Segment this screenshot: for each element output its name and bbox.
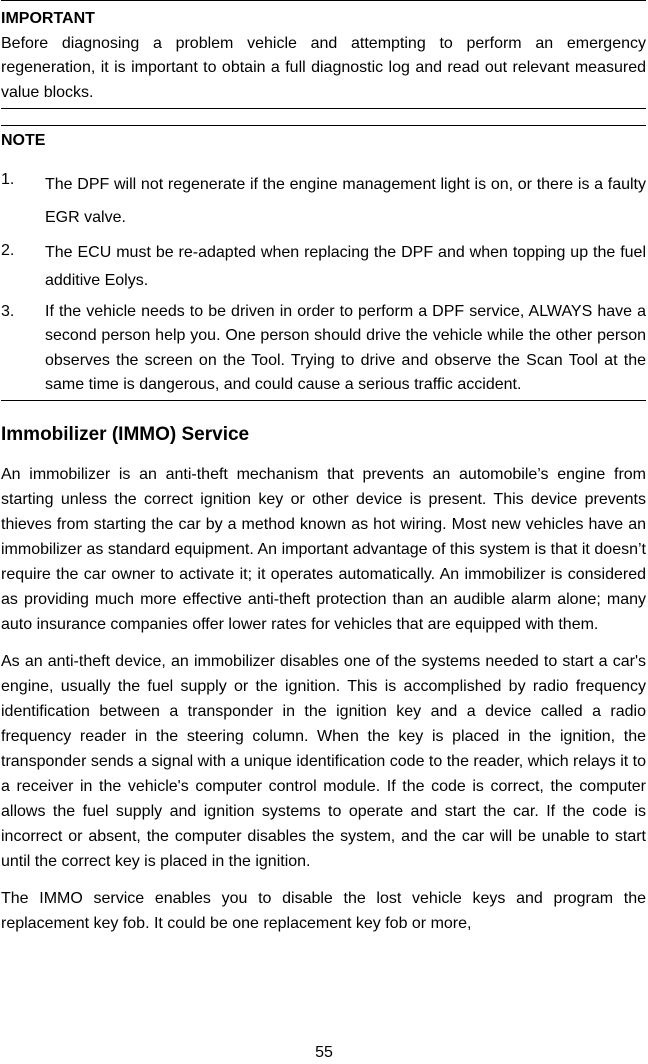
section-heading: Immobilizer (IMMO) Service [1, 423, 250, 445]
body-paragraph: As an anti-theft device, an immobilizer disables one of the systems needed to start a car's engine, usually the fuel supply or the ignition. This is accomplished by radio frequency identification between a transponder in the ignition key and a device called a radio frequency reader in the steering column. When the key is placed in the ignition, the transponder sends a signal with a unique identification code to the reader, which relays it to a receiver in the vehicle's computer control module. If the code is correct, the computer allows the fuel supply and ignition systems to operate and start the car. If the code is incorrect or absent, the computer disables the system, and the car will be unable to start until the correct key is placed in the ignition. [1, 652, 646, 870]
note-item-text: If the vehicle needs to be driven in order to perform a DPF service, ALWAYS have a second person help you. One person should drive the vehicle while the other person observes the screen on the Tool. Trying to drive and observe the Scan Tool at the same time is dangerous, and could cause a serious traffic accident. [45, 302, 646, 393]
important-bottom-rule [1, 108, 646, 109]
note-item-text: The ECU must be re-adapted when replacing the DPF and when topping up the fuel additive Eolys. [45, 243, 646, 289]
note-item [1, 239, 646, 295]
body-paragraph: An immobilizer is an anti-theft mechanism that prevents an automobile’s engine from starting unless the correct ignition key or other device is present. This device prevents thieves from starting the car by a method known as hot wiring. Most new vehicles have an immobilizer as standard equipment. An important advantage of this system is that it doesn’t require the car owner to activate it; it operates automatically. An immobilizer is considered as providing much more effective anti-theft protection than an audible alarm alone; many auto insurance companies offer lower rates for vehicles that are equipped with them. [1, 465, 646, 633]
note-callout [1, 126, 646, 400]
note-item-number: 3. [1, 302, 15, 320]
document-page [1, 0, 646, 948]
note-item-number: 1. [1, 170, 15, 188]
note-bottom-rule [1, 400, 646, 401]
note-item-text: The DPF will not regenerate if the engine management light is on, or there is a faulty EGR valve. [45, 175, 646, 226]
note-item [1, 168, 646, 234]
body-paragraph: The IMMO service enables you to disable the lost vehicle keys and program the replacement key fob. It could be one replacement key fob or more, [1, 889, 646, 932]
important-title: IMPORTANT [1, 10, 95, 27]
note-title: NOTE [1, 132, 46, 149]
note-item [1, 300, 646, 398]
note-item-number: 2. [1, 241, 15, 259]
important-text: Before diagnosing a problem vehicle and attempting to perform an emergency regeneration, it is important to obtain a full diagnostic log and read out relevant measured value blocks. [1, 34, 646, 101]
page-number: 55 [315, 1044, 333, 1061]
important-callout [1, 1, 646, 108]
note-list [1, 168, 646, 398]
